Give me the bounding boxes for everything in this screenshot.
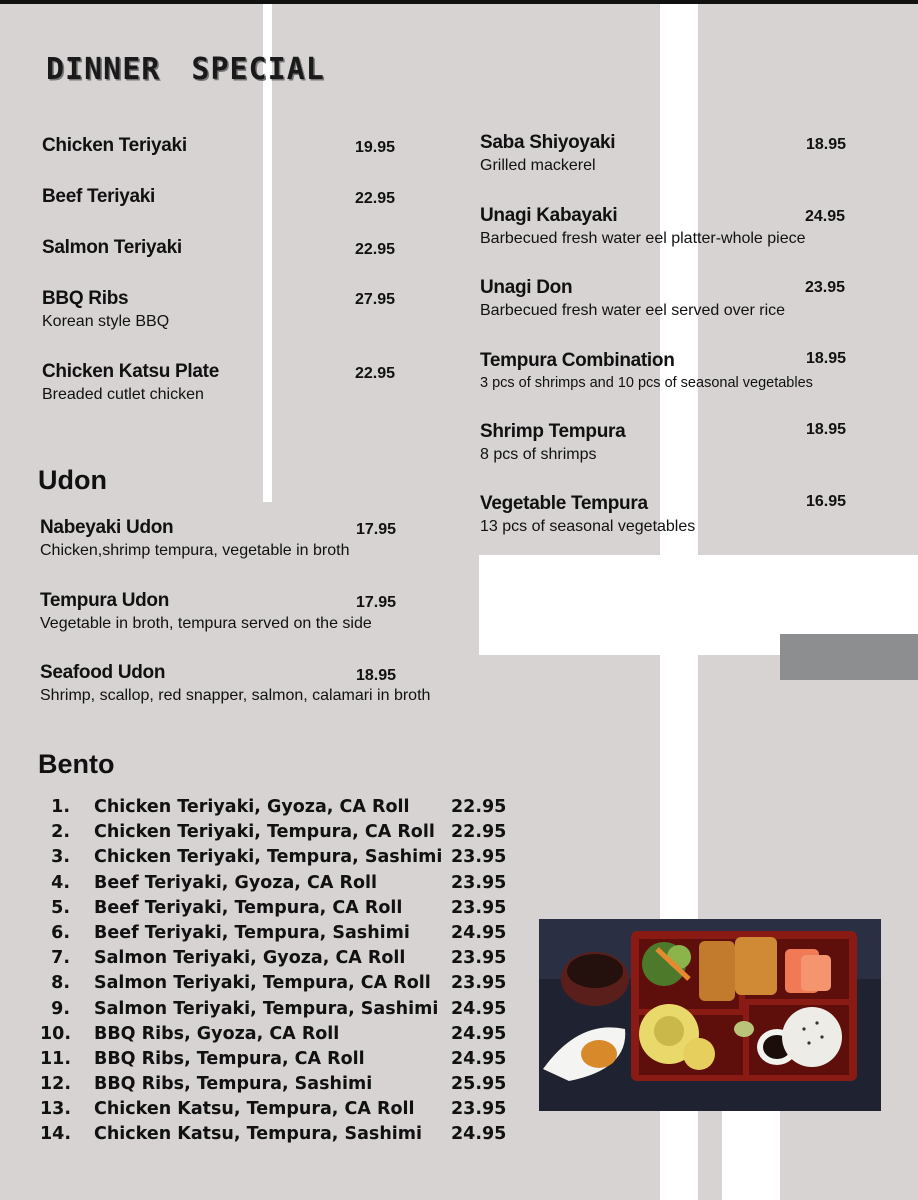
item-name: Tempura Udon bbox=[40, 590, 170, 611]
item-price: 17.95 bbox=[356, 594, 397, 611]
item-description: Shrimp, scallop, red snapper, salmon, calamari in broth bbox=[40, 687, 431, 704]
item-description: Grilled mackerel bbox=[480, 157, 596, 174]
item-price: 18.95 bbox=[806, 136, 847, 153]
item-name: Unagi Don bbox=[480, 277, 573, 298]
menu-item bbox=[480, 493, 695, 536]
item-price: 24.95 bbox=[805, 208, 846, 225]
bento-price: 22.95 bbox=[451, 797, 507, 817]
item-price: 17.95 bbox=[356, 521, 397, 538]
bento-price: 24.95 bbox=[451, 1048, 507, 1069]
item-name: Chicken Katsu Plate bbox=[42, 361, 219, 382]
item-description: Chicken,shrimp tempura, vegetable in broth bbox=[40, 542, 350, 559]
bento-price: 24.95 bbox=[451, 998, 507, 1019]
bento-price: 23.95 bbox=[451, 973, 507, 994]
bento-number: 6. bbox=[51, 922, 70, 943]
bento-name: Salmon Teriyaki, Tempura, CA Roll bbox=[94, 973, 431, 994]
lower-vertical-stripe bbox=[722, 1110, 780, 1200]
menu-item bbox=[480, 132, 615, 175]
item-description: 3 pcs of shrimps and 10 pcs of seasonal vegetables bbox=[480, 375, 813, 391]
bento-number: 4. bbox=[51, 872, 70, 893]
bento-price: 23.95 bbox=[451, 1099, 507, 1120]
bento-name: Beef Teriyaki, Tempura, Sashimi bbox=[94, 922, 410, 943]
bento-number: 8. bbox=[51, 973, 70, 994]
menu-item bbox=[42, 135, 187, 157]
bento-name: Chicken Teriyaki, Tempura, CA Roll bbox=[94, 822, 435, 843]
bento-price: 24.95 bbox=[451, 1124, 507, 1145]
bento-number: 2. bbox=[51, 822, 70, 843]
item-name: Nabeyaki Udon bbox=[40, 517, 174, 538]
item-description: Barbecued fresh water eel platter-whole piece bbox=[480, 230, 806, 247]
bento-name: BBQ Ribs, Tempura, CA Roll bbox=[94, 1048, 365, 1069]
bento-section-title: Bento bbox=[38, 749, 115, 779]
bento-price: 24.95 bbox=[451, 1023, 507, 1044]
bento-price: 22.95 bbox=[451, 822, 507, 843]
bento-number: 5. bbox=[51, 897, 70, 918]
item-name: Seafood Udon bbox=[40, 662, 166, 683]
item-description: Barbecued fresh water eel served over rice bbox=[480, 302, 786, 319]
bento-number: 10. bbox=[40, 1023, 72, 1044]
item-name: BBQ Ribs bbox=[42, 288, 129, 309]
bento-box-photo-icon bbox=[539, 919, 881, 1111]
item-price: 18.95 bbox=[806, 350, 847, 367]
item-name: Salmon Teriyaki bbox=[42, 237, 182, 258]
bento-price: 24.95 bbox=[451, 922, 507, 943]
bento-name: Salmon Teriyaki, Tempura, Sashimi bbox=[94, 998, 439, 1019]
item-description: Vegetable in broth, tempura served on the side bbox=[40, 615, 372, 632]
item-name: Saba Shiyoyaki bbox=[480, 132, 616, 153]
bento-name: Chicken Teriyaki, Tempura, Sashimi bbox=[94, 847, 443, 868]
page-title: DINNER SPECIAL bbox=[46, 52, 325, 87]
bento-price: 23.95 bbox=[451, 847, 507, 868]
item-name: Vegetable Tempura bbox=[480, 493, 648, 514]
menu-item bbox=[40, 517, 350, 560]
menu-item bbox=[42, 361, 219, 404]
item-name: Shrimp Tempura bbox=[480, 421, 626, 442]
menu-item bbox=[480, 350, 813, 391]
menu-item bbox=[480, 277, 785, 320]
bento-name: Chicken Katsu, Tempura, Sashimi bbox=[94, 1124, 423, 1145]
bento-name: Beef Teriyaki, Tempura, CA Roll bbox=[94, 897, 403, 918]
bento-number: 9. bbox=[51, 998, 70, 1019]
item-description: 13 pcs of seasonal vegetables bbox=[480, 518, 696, 535]
item-name: Beef Teriyaki bbox=[42, 186, 155, 207]
item-price: 27.95 bbox=[355, 291, 396, 308]
menu-item bbox=[42, 237, 182, 259]
bento-number: 1. bbox=[51, 797, 70, 817]
item-price: 18.95 bbox=[356, 667, 397, 684]
item-price: 23.95 bbox=[805, 279, 846, 296]
bento-price: 23.95 bbox=[451, 872, 507, 893]
item-description: Korean style BBQ bbox=[42, 313, 170, 330]
bento-number: 12. bbox=[40, 1074, 72, 1095]
menu-item bbox=[480, 421, 625, 464]
item-price: 22.95 bbox=[355, 365, 396, 382]
item-price: 19.95 bbox=[355, 139, 396, 156]
item-description: 8 pcs of shrimps bbox=[480, 446, 597, 463]
bento-price: 25.95 bbox=[451, 1074, 507, 1095]
top-border bbox=[0, 0, 918, 4]
bento-name: Salmon Teriyaki, Gyoza, CA Roll bbox=[94, 948, 406, 969]
item-description: Breaded cutlet chicken bbox=[42, 386, 204, 403]
bento-price: 23.95 bbox=[451, 897, 507, 918]
item-name: Chicken Teriyaki bbox=[42, 135, 187, 156]
menu-item bbox=[42, 288, 169, 331]
bento-number: 13. bbox=[40, 1099, 72, 1120]
item-price: 22.95 bbox=[355, 190, 396, 207]
bento-name: Beef Teriyaki, Gyoza, CA Roll bbox=[94, 872, 377, 893]
item-price: 22.95 bbox=[355, 241, 396, 258]
bento-number: 11. bbox=[40, 1048, 72, 1069]
menu-item bbox=[42, 186, 155, 208]
gray-accent-block bbox=[780, 634, 918, 680]
bento-number: 3. bbox=[51, 847, 70, 868]
item-price: 16.95 bbox=[806, 493, 847, 510]
udon-section-title: Udon bbox=[38, 465, 107, 495]
bento-name: BBQ Ribs, Tempura, Sashimi bbox=[94, 1074, 373, 1095]
item-name: Tempura Combination bbox=[480, 350, 675, 371]
item-name: Unagi Kabayaki bbox=[480, 205, 618, 226]
bento-number: 7. bbox=[51, 948, 70, 969]
bento-name: Chicken Katsu, Tempura, CA Roll bbox=[94, 1099, 415, 1120]
bento-price: 23.95 bbox=[451, 948, 507, 969]
bento-number: 14. bbox=[40, 1124, 72, 1145]
menu-item bbox=[40, 590, 372, 633]
item-price: 18.95 bbox=[806, 421, 847, 438]
bento-name: BBQ Ribs, Gyoza, CA Roll bbox=[94, 1023, 340, 1044]
bento-name: Chicken Teriyaki, Gyoza, CA Roll bbox=[94, 797, 410, 817]
menu-item bbox=[480, 205, 806, 248]
